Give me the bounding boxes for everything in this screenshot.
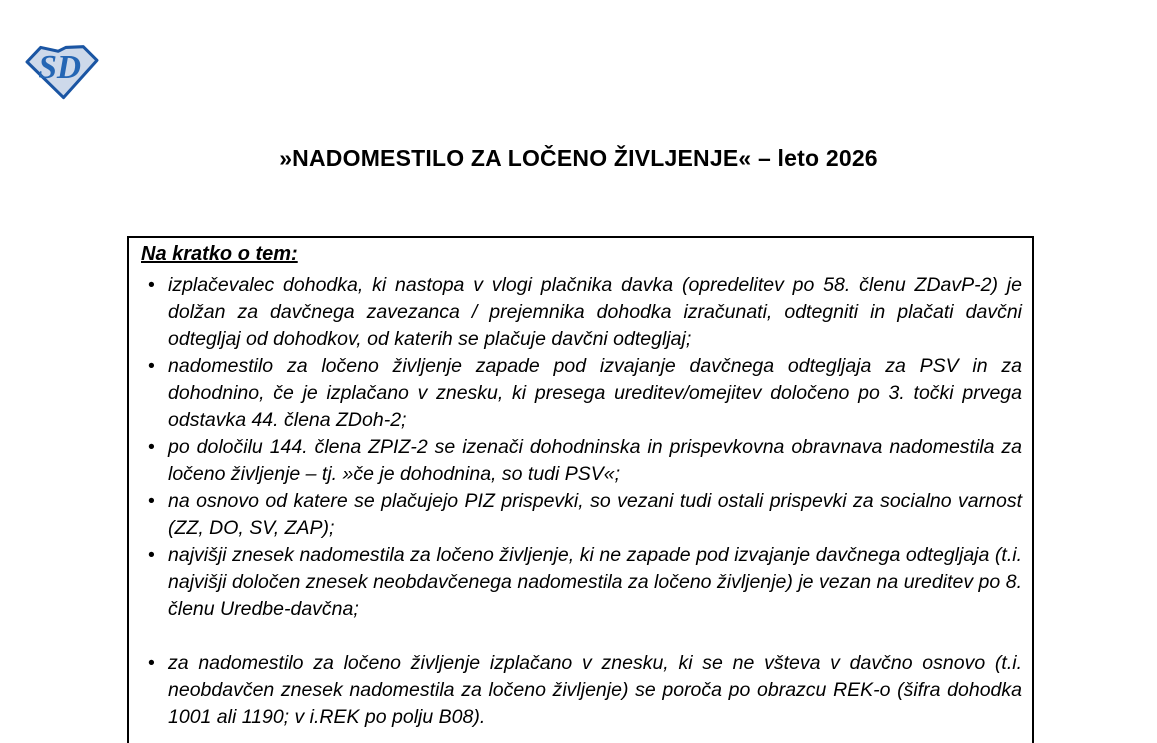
bullet-item-rek-reporting: • za nadomestilo za ločeno življenje izplačano v znesku, ki se ne všteva v davčno osnovo (t.i. neobdavčen znesek nadomestila za ločeno življenje) se poroča po obrazcu REK-o (šifra dohodka 1001 ali 1190; v i.REK po polju B08). (141, 650, 1022, 731)
page-title: »NADOMESTILO ZA LOČENO ŽIVLJENJE« – leto 2026 (279, 145, 878, 171)
bullet-item-social-contributions: • na osnovo od katere se plačujejo PIZ prispevki, so vezani tudi ostali prispevki za socialno varnost (ZZ, DO, SV, ZAP); (141, 488, 1022, 542)
bullet-item-withholding-scope: • nadomestilo za ločeno življenje zapade pod izvajanje davčnega odtegljaja za PSV in za dohodnino, če je izplačano v znesku, ki presega ureditev/omejitev določeno po 3. točki prvega odstavka 44. člena ZDoh-2; (141, 353, 1022, 434)
bullet-item-payer-obligation: • izplačevalec dohodka, ki nastopa v vlogi plačnika davka (opredelitev po 58. členu ZDavP-2) je dolžan za davčnega zavezanca / prejemnika dohodka izračunati, odtegniti in plačati davčni odtegljaj od dohodkov, od katerih se plačuje davčni odtegljaj; (141, 272, 1022, 353)
summary-box (127, 236, 1034, 743)
sd-diamond-logo-icon (24, 42, 100, 100)
logo-letters: SD (38, 48, 82, 86)
bullet-item-zpiz-rule: • po določilu 144. člena ZPIZ-2 se izenači dohodninska in prispevkovna obravnava nadomestila za ločeno življenje – tj. »če je dohodnina, so tudi PSV«; (141, 434, 1022, 488)
box-heading: Na kratko o tem: (141, 243, 298, 265)
bullet-list (141, 272, 1022, 731)
bullet-item-max-untaxed-amount: • najvišji znesek nadomestila za ločeno življenje, ki ne zapade pod izvajanje davčnega odtegljaja (t.i. najvišji določen znesek neobdavčenega nadomestila za ločeno življenje) je vezan na ureditev po 8. členu Uredbe-davčna; (141, 542, 1022, 623)
